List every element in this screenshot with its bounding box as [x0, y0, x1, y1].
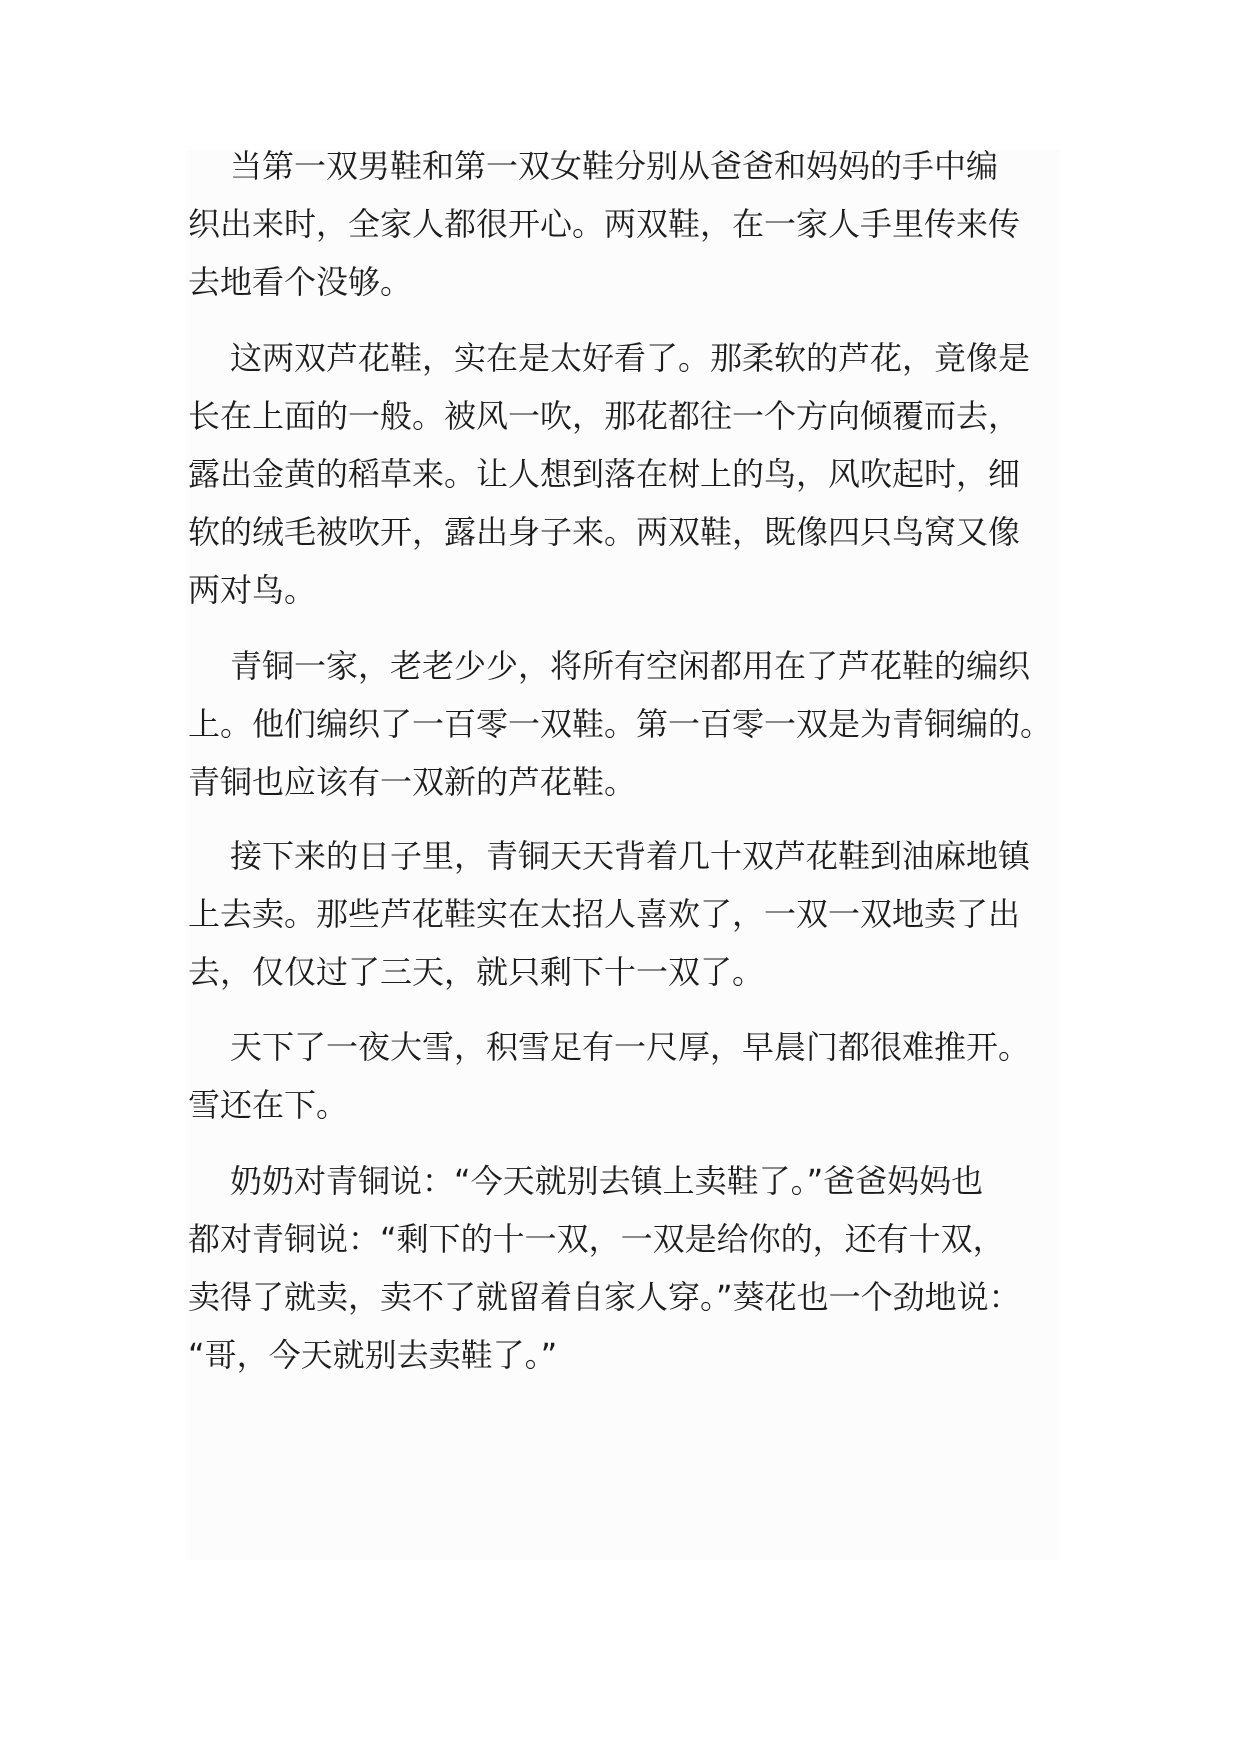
paragraph-2-line-3: 露出金黄的稻草来。让人想到落在树上的鸟，风吹起时，细: [188, 455, 1021, 493]
paragraph-6-line-1: 奶奶对青铜说：“今天就别去镇上卖鞋了。”爸爸妈妈也: [230, 1162, 984, 1200]
paragraph-3-line-2: 上。他们编织了一百零一双鞋。第一百零一双是为青铜编的。: [188, 705, 1053, 743]
paragraph-2-line-4: 软的绒毛被吹开，露出身子来。两双鞋，既像四只鸟窝又像: [188, 513, 1021, 551]
paragraph-4-line-3: 去，仅仅过了三天，就只剩下十一双了。: [188, 953, 765, 991]
paragraph-1-line-1: 当第一双男鞋和第一双女鞋分别从爸爸和妈妈的手中编: [230, 147, 999, 185]
paragraph-1-line-2: 织出来时，全家人都很开心。两双鞋，在一家人手里传来传: [188, 205, 1021, 243]
paragraph-2-line-5: 两对鸟。: [188, 571, 317, 609]
paragraph-3-line-1: 青铜一家，老老少少，将所有空闲都用在了芦花鞋的编织: [230, 647, 1031, 685]
paragraph-4-line-1: 接下来的日子里，青铜天天背着几十双芦花鞋到油麻地镇: [230, 837, 1031, 875]
paragraph-6-line-3: 卖得了就卖，卖不了就留着自家人穿。”葵花也一个劲地说：: [188, 1278, 1021, 1316]
paragraph-6-line-4: “哥，今天就别去卖鞋了。”: [188, 1336, 558, 1374]
paragraph-6-line-2: 都对青铜说：“剩下的十一双，一双是给你的，还有十双，: [188, 1220, 1005, 1258]
paragraph-5-line-2: 雪还在下。: [188, 1086, 349, 1124]
paragraph-4-line-2: 上去卖。那些芦花鞋实在太招人喜欢了，一双一双地卖了出: [188, 895, 1021, 933]
paragraph-3-line-3: 青铜也应该有一双新的芦花鞋。: [188, 763, 637, 801]
paragraph-1-line-3: 去地看个没够。: [188, 263, 413, 301]
paragraph-5-line-1: 天下了一夜大雪，积雪足有一尺厚，早晨门都很难推开。: [230, 1028, 1031, 1066]
paragraph-2-line-1: 这两双芦花鞋，实在是太好看了。那柔软的芦花，竟像是: [230, 339, 1031, 377]
paragraph-2-line-2: 长在上面的一般。被风一吹，那花都往一个方向倾覆而去，: [188, 397, 1021, 435]
